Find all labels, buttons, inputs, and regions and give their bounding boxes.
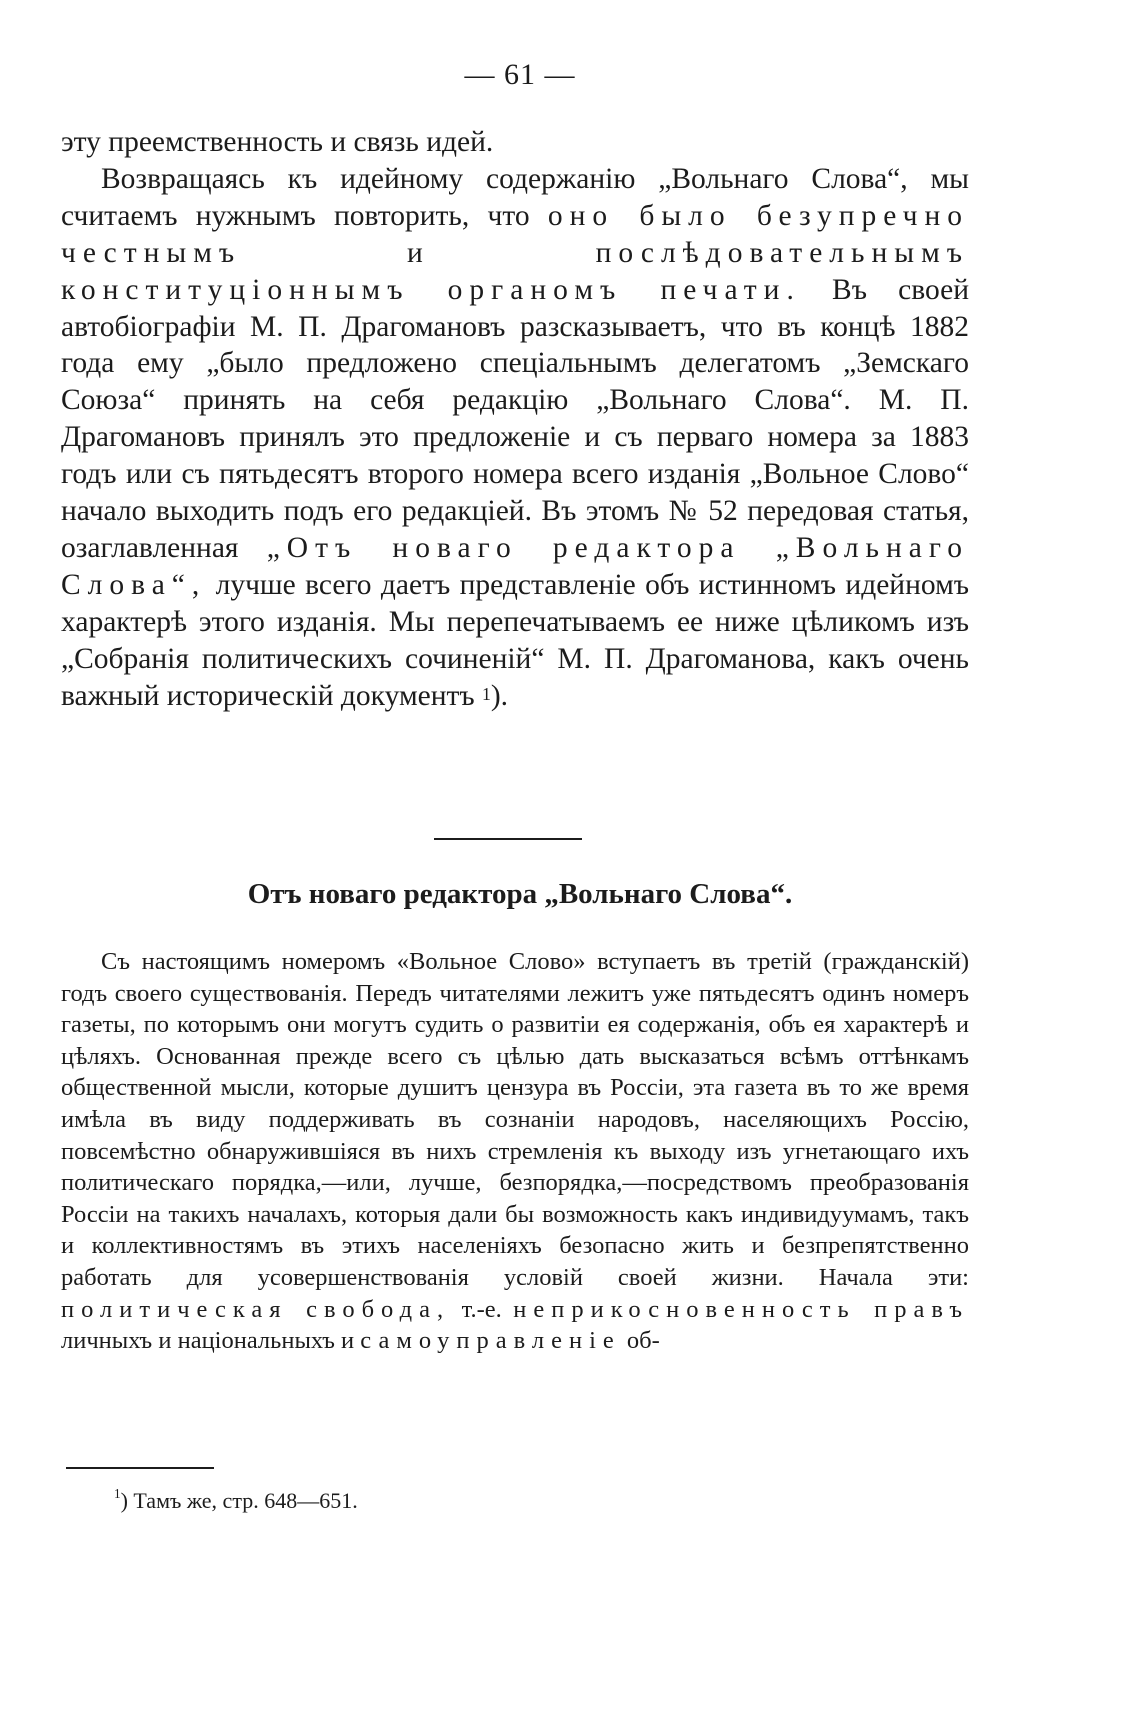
article-emphasis-1: политическая свобода, xyxy=(61,1295,451,1323)
footnote xyxy=(114,1488,358,1514)
intro-p2-part-a: Возвращаясь къ идейному содержанію „Вольнаго Слова“, мы считаемъ нужнымъ повторить, что xyxy=(61,162,969,232)
intro-p2-part-c: Въ своей автобіографіи М. П. Драгомановъ разсказываетъ, что въ концѣ 1882 года ему „было предложено спеціальнымъ делегатомъ „Земскаго Союза“ принять на себя редакцію „Вольнаго Слова“. М. П. Драгомановъ принялъ это предложеніе и съ перваго номера за 1883 годъ или съ пятьдесятъ второго номера всего изданія „Вольное Слово“ начало выходить подъ его редакціей. Въ этомъ № 52 передовая статья, озаглавленная xyxy=(61,273,969,564)
footnote-reference: 1 xyxy=(482,683,491,704)
footnote-divider xyxy=(66,1467,214,1469)
intro-p2-end: ). xyxy=(490,679,509,712)
article-part-e: личныхъ и національныхъ и xyxy=(61,1327,361,1355)
intro-p2-emphasis-2: „Отъ новаго редактора „Вольнаго Слова“, xyxy=(61,531,969,601)
intro-p2-emphasis-1: оно было безупречно честнымъ и послѣдовательнымъ конституціоннымъ органомъ печати. xyxy=(61,199,969,306)
article-part-c: т.-е. xyxy=(450,1295,514,1323)
article-heading: Отъ новаго редактора „Вольнаго Слова“. xyxy=(247,878,793,910)
page-number: — 61 — xyxy=(464,58,576,91)
section-divider xyxy=(434,838,582,840)
intro-text xyxy=(61,124,969,715)
intro-paragraph-1: эту преемственность и связь идей. xyxy=(61,126,494,158)
article-emphasis-2: неприкосновенность правъ xyxy=(513,1295,969,1323)
intro-p2-part-e: лучше всего даетъ представленіе объ истинномъ идейномъ характерѣ этого изданія. Мы перепечатываемъ ее ниже цѣликомъ изъ „Собранія политическихъ сочиненій“ М. П. Драгоманова, какъ очень важный историческій документъ xyxy=(61,568,969,712)
footnote-text: ) Тамъ же, стр. 648—651. xyxy=(120,1488,358,1513)
article-part-g: об- xyxy=(620,1327,660,1355)
article-paragraph xyxy=(61,946,969,1357)
article-part-a: Съ настоящимъ номеромъ «Вольное Слово» вступаетъ въ третій (гражданскій) годъ своего существованія. Передъ читателями лежитъ уже пятьдесятъ одинъ номеръ газеты, по которымъ они могутъ судить о развитіи ея содержанія, объ ея характерѣ и цѣляхъ. Основанная прежде всего съ цѣлью дать высказаться всѣмъ оттѣнкамъ общественной мысли, которые душитъ цензура въ Россіи, эта газета въ то же время имѣла въ виду поддерживать въ сознаніи народовъ, населяющихъ Россію, повсемѣстно обнаружившіяся въ нихъ стремленія къ выходу изъ угнетающаго ихъ политическаго порядка,—или, лучше, безпорядка,—посредствомъ преобразованія Россіи на такихъ началахъ, которыя дали бы возможность какъ индивидуумамъ, такъ и коллективностямъ въ этихъ населеніяхъ безопасно жить и безпрепятственно работать для усовершенствованія условій своей жизни. Начала эти: xyxy=(61,948,969,1291)
article-emphasis-3: самоуправленіе xyxy=(360,1327,621,1355)
footnote-marker: 1 xyxy=(114,1486,121,1501)
intro-paragraph-2 xyxy=(61,161,969,715)
article-text xyxy=(61,946,969,1357)
